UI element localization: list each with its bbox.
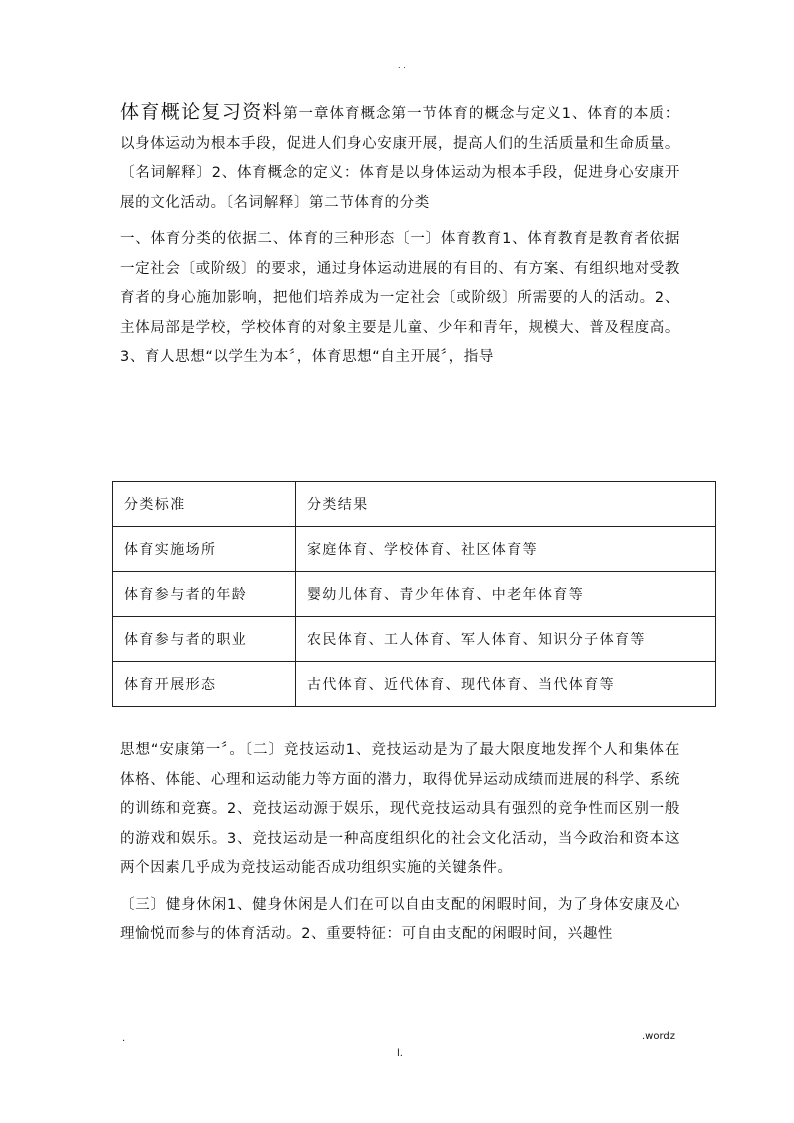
table-cell-standard: 体育实施场所 [113,527,296,572]
table-row [113,662,716,707]
paragraph-intro [120,98,680,218]
table-cell-result: 家庭体育、学校体育、社区体育等 [296,527,716,572]
paragraph-text: 〔三〕健身休闲1、健身休闲是人们在可以自由支配的闲暇时间，为了身体安康及心理愉悦而参与的体育活动。2、重要特征：可自由支配的闲暇时间，兴趣性 [120,896,680,942]
footer-mark: . [122,1033,126,1044]
table-cell-standard: 体育参与者的职业 [113,617,296,662]
footer-brand: .wordz [642,1031,676,1042]
document-title: 体育概论复习资料 [120,101,284,123]
document-body-top [120,98,680,373]
header-mark: . . [398,61,406,70]
table-cell-standard: 体育参与者的年龄 [113,572,296,617]
paragraph-text: 思想“安康第一〞。〔二〕竞技运动1、竞技运动是为了最大限度地发挥个人和集体在体格、体能、心理和运动能力等方面的潜力，取得优异运动成绩而进展的科学、系统的训练和竞赛。2、竞技运动源于娱乐，现代竞技运动具有强烈的竞争性而区别一般的游戏和娱乐。3、竞技运动是一种高度组织化的社会文化活动，当今政治和资本这两个因素几乎成为竞技运动能否成功组织实施的关键条件。 [120,742,680,876]
table-row [113,527,716,572]
classification-table [112,481,716,707]
paragraph-text: 第一章体育概念第一节体育的概念与定义1、体育的本质：以身体运动为根本手段，促进人们身心安康开展，提高人们的生活质量和生命质量。〔名词解释〕2、体育概念的定义：体育是以身体运动为根本手段，促进身心安康开展的文化活动。〔名词解释〕第二节体育的分类 [120,106,680,211]
table-cell-standard: 体育开展形态 [113,662,296,707]
paragraph-text: 一、体育分类的依据二、体育的三种形态〔一〕体育教育1、体育教育是教育者依据一定社会〔或阶级〕的要求，通过身体运动进展的有目的、有方案、有组织地对受教育者的身心施加影响，把他们培养成为一定社会〔或阶级〕所需要的人的活动。2、主体局部是学校，学校体育的对象主要是儿童、少年和青年，规模大、普及程度高。3、育人思想“以学生为本〞，体育思想“自主开展〞，指导 [120,231,680,365]
table-header-cell: 分类结果 [296,482,716,527]
document-body-bottom [120,736,680,950]
table-cell-result: 农民体育、工人体育、军人体育、知识分子体育等 [296,617,716,662]
table-cell-result: 婴幼儿体育、青少年体育、中老年体育等 [296,572,716,617]
page-number: l. [397,1048,403,1059]
table-row [113,572,716,617]
table-cell-result: 古代体育、近代体育、现代体育、当代体育等 [296,662,716,707]
table-header-row [113,482,716,527]
table-row [113,617,716,662]
table-header-cell: 分类标准 [113,482,296,527]
